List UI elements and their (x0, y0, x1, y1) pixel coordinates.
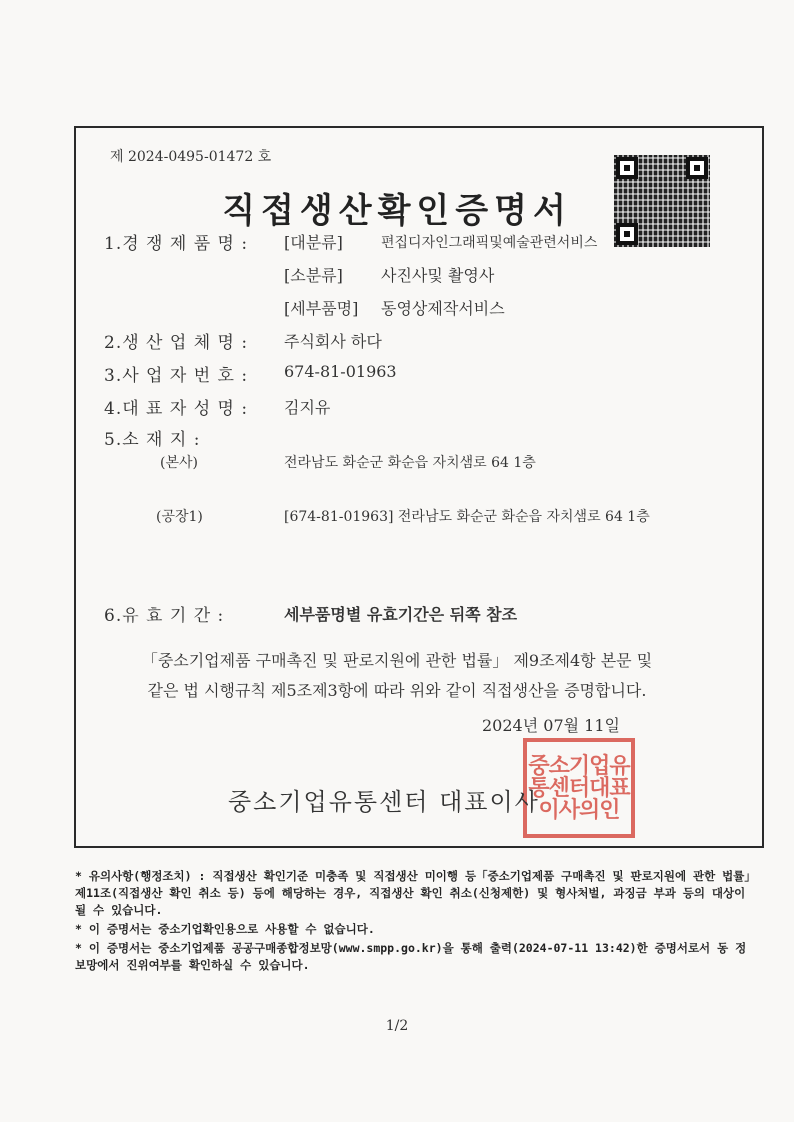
page-number: 1/2 (385, 1018, 409, 1034)
business-number-value: 674-81-01963 (284, 362, 397, 381)
certificate-number: 제 2024-0495-01472 호 (110, 149, 272, 165)
validity-value: 세부품명별 유효기간은 뒤쪽 참조 (284, 605, 518, 624)
hq-tag: (본사) (160, 455, 198, 471)
note-item: * 유의사항(행정조치) : 직접생산 확인기준 미충족 및 직접생산 미이행 등「중소기업제품 구매촉진 및 판로지원에 관한 법률」제11조(직접생산 확인 취소 등) 등에 해당하는 경우, 직접생산 확인 취소(신청제한) 및 형사처벌, 과징금 부과 등의 대상이 될 수 있습니다. (75, 869, 751, 917)
major-category-value: 편집디자인그래픽및예술관련서비스 (381, 235, 598, 251)
note-item: * 이 증명서는 중소기업확인용으로 사용할 수 없습니다. (75, 922, 375, 936)
factory-address: [674-81-01963] 전라남도 화순군 화순읍 자치샘로 64 1층 (284, 509, 650, 525)
minor-category-tag: [소분류] (284, 266, 343, 285)
hq-address: 전라남도 화순군 화순읍 자치샘로 64 1층 (284, 455, 536, 471)
minor-category-value: 사진사및 촬영사 (381, 266, 495, 285)
issuer-name: 중소기업유통센터 대표이사 (228, 788, 540, 816)
company-label: 2.생 산 업 체 명 : (104, 333, 249, 353)
company-value: 주식회사 하다 (284, 332, 382, 351)
qr-code-icon (614, 155, 710, 247)
product-label: 1.경 쟁 제 품 명 : (104, 234, 249, 254)
detail-item-tag: [세부품명] (284, 299, 359, 318)
official-seal-stamp: 중소기업유통센터대표이사의인 (523, 738, 635, 838)
ceo-label: 4.대 표 자 성 명 : (104, 399, 249, 419)
detail-item-value: 동영상제작서비스 (381, 299, 505, 318)
note-item: * 이 증명서는 중소기업제품 공공구매종합정보망(www.smpp.go.kr)을 통해 출력(2024-07-11 13:42)한 증명서로서 동 정보망에서 진위여부를 확인하실 수 있습니다. (75, 941, 747, 972)
business-number-label: 3.사 업 자 번 호 : (104, 366, 249, 386)
validity-label: 6.유 효 기 간 : (104, 606, 225, 626)
major-category-tag: [대분류] (284, 233, 343, 252)
ceo-value: 김지유 (284, 398, 331, 417)
document-title: 직접생산확인증명서 (222, 191, 572, 231)
statement-line-2: 같은 법 시행규칙 제5조제3항에 따라 위와 같이 직접생산을 증명합니다. (147, 681, 647, 700)
location-label: 5.소 재 지 : (104, 430, 201, 450)
notes-section (75, 868, 755, 976)
issue-date: 2024년 07월 11일 (482, 716, 620, 735)
factory-tag: (공장1) (156, 509, 203, 525)
statement-line-1: 「중소기업제품 구매촉진 및 판로지원에 관한 법률」 제9조제4항 본문 및 (141, 651, 653, 670)
